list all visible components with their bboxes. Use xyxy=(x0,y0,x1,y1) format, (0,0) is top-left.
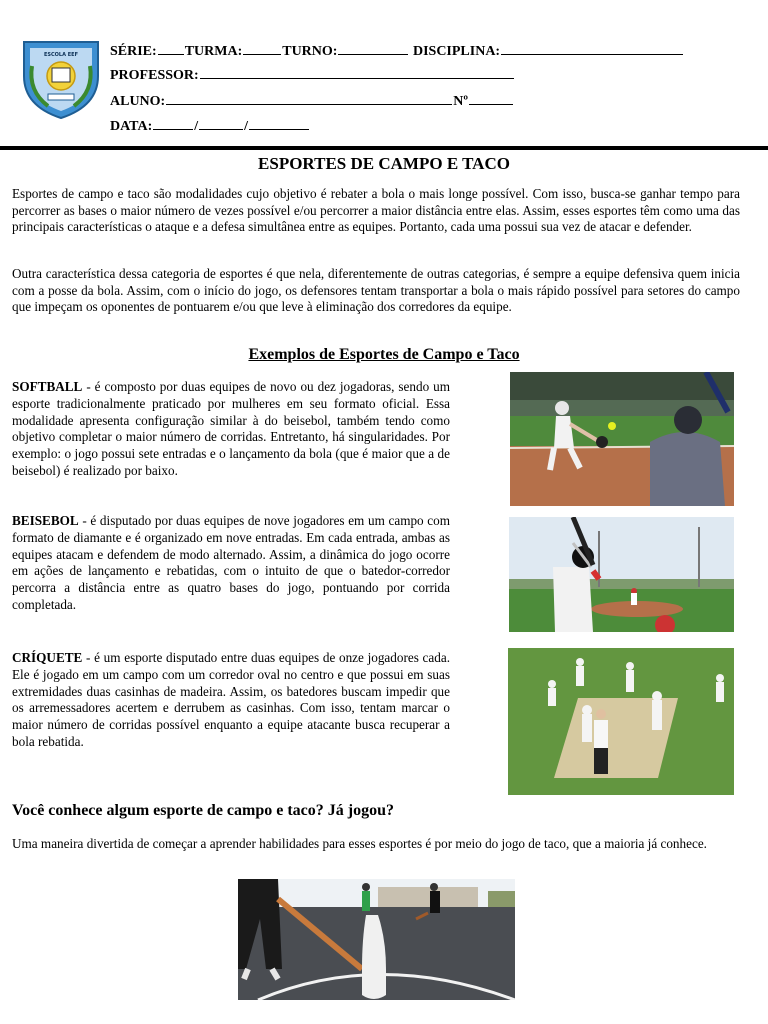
data-label: DATA: xyxy=(110,119,153,134)
page-title: ESPORTES DE CAMPO E TACO xyxy=(258,154,510,173)
sport-softball xyxy=(12,379,450,480)
sport-name-criquete: CRÍQUETE xyxy=(12,650,83,665)
worksheet-header xyxy=(0,0,768,150)
header-line-data xyxy=(110,117,310,135)
sport-text-softball: - é composto por duas equipes de novo ou dez jogadoras, sendo um esporte tradicionalmente praticado por mulheres em seu formato oficial. Essa modalidade apresenta configuração similar à do beisebol, também tendo como objetivo completar o maior número de corridas. Entretanto, há singularidades. Por exemplo: o jogo possui sete entradas e o lançamento da bola (que é maior que a de beisebol) é realizado por baixo. xyxy=(12,379,450,478)
taco-game-photo xyxy=(238,879,515,1000)
date-month-field[interactable] xyxy=(199,117,243,130)
disciplina-field[interactable] xyxy=(501,42,683,55)
question-heading: Você conhece algum esporte de campo e taco? Já jogou? xyxy=(12,802,395,819)
header-divider xyxy=(0,146,768,150)
serie-field[interactable] xyxy=(158,42,184,55)
sport-name-beisebol: BEISEBOL xyxy=(12,513,79,528)
turno-field[interactable] xyxy=(338,42,408,55)
date-separator-1: / xyxy=(194,119,199,134)
numero-label: Nº xyxy=(453,94,468,109)
intro-paragraph-1: Esportes de campo e taco são modalidades cujo objetivo é rebater a bola o mais longe possível. Com isso, busca-se ganhar tempo para percorrer as bases o maior número de vezes possível e/ou percorrer a maior distância entre elas. Assim, esses esportes têm como uma das principais características o ataque e a defesa simultânea entre as equipes. Portanto, cada uma possui sua vez de atacar e defender. xyxy=(12,186,740,234)
serie-label: SÉRIE: xyxy=(110,44,157,59)
cricket-photo xyxy=(508,648,734,795)
turma-label: TURMA: xyxy=(184,44,243,59)
turno-label: TURNO: xyxy=(282,44,338,59)
sport-text-beisebol: - é disputado por duas equipes de nove jogadores em um campo com formato de diamante e é organizado em nove entradas. Em cada entrada, ambas as equipes atacam e defendem de modo alternado. Assim, a dinâmica do jogo ocorre em ações de lançamento e rebatidas, com o intuito de que o batedor-corredor percorra a distância entre as quatro bases do jogo, pontuando por corrida completada. xyxy=(12,513,450,612)
examples-title: Exemplos de Esportes de Campo e Taco xyxy=(248,346,520,363)
sport-text-criquete: - é um esporte disputado entre duas equipes de onze jogadores cada. Ele é jogado em um campo com um corredor oval no centro e que possui em suas extremidades duas casinhas de madeira. Assim, os batedores buscam impedir que os arremessadores acertem e derrubem as casinhas. Com isso, tentam marcar o maior número de corridas possível enquanto a equipe atacante busca recuperar a bola rebatida. xyxy=(12,650,450,749)
sport-criquete xyxy=(12,650,450,751)
aluno-label: ALUNO: xyxy=(110,94,166,109)
sport-name-softball: SOFTBALL xyxy=(12,379,83,394)
date-day-field[interactable] xyxy=(153,117,193,130)
aluno-field[interactable] xyxy=(166,92,452,105)
header-line-aluno xyxy=(110,92,514,110)
intro-paragraph-2: Outra característica dessa categoria de esportes é que nela, diferentemente de outras categorias, é sempre a equipe defensiva quem inicia com a posse da bola. Assim, com o início do jogo, os defensores tentam transportar a bola o mais rápido possível para setores do campo que impeçam os oponentes de pontuarem e/ou que leve à eliminação dos corredores da equipe. xyxy=(12,266,740,314)
numero-field[interactable] xyxy=(469,92,513,105)
sport-beisebol xyxy=(12,513,450,614)
baseball-photo xyxy=(509,517,734,632)
header-line-serie xyxy=(110,42,684,60)
svg-text:ESCOLA EEF: ESCOLA EEF xyxy=(44,52,78,58)
closing-paragraph: Uma maneira divertida de começar a aprender habilidades para esses esportes é por meio do jogo de taco, que a maioria já conhece. xyxy=(12,836,707,851)
disciplina-label: DISCIPLINA: xyxy=(412,44,501,59)
turma-field[interactable] xyxy=(243,42,281,55)
professor-field[interactable] xyxy=(200,66,514,79)
professor-label: PROFESSOR: xyxy=(110,68,199,83)
header-line-professor xyxy=(110,66,515,84)
softball-photo xyxy=(510,372,734,506)
date-separator-2: / xyxy=(244,119,249,134)
date-year-field[interactable] xyxy=(249,117,309,130)
school-crest-icon xyxy=(18,36,104,120)
